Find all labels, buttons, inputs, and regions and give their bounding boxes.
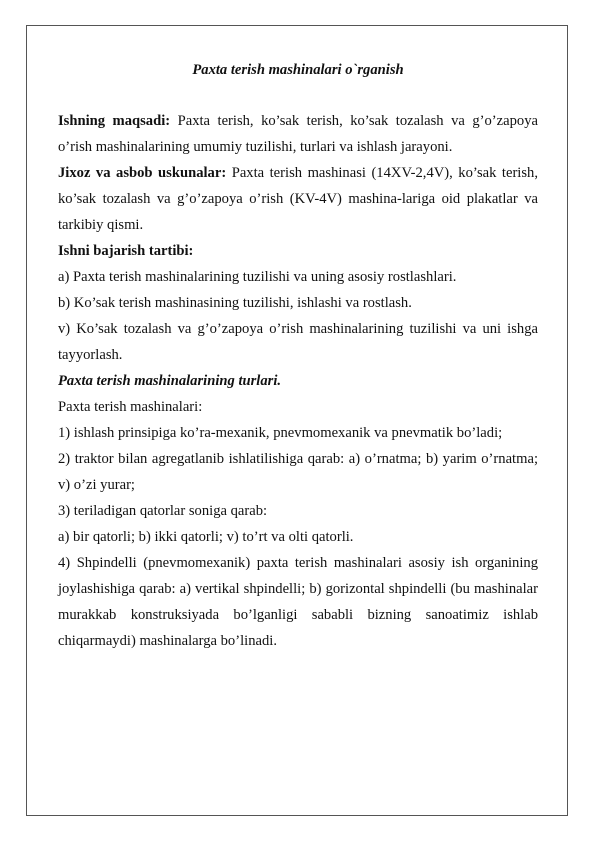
types-item: 2) traktor bilan agregatlanib ishlatilishiga qarab: a) o’rnatma; b) yarim o’rnatma; v) o’zi yurar; xyxy=(58,451,538,493)
document-body xyxy=(58,58,538,654)
procedure-item: v) Ko’sak tozalash va g’o’zapoya o’rish mashinalarining tuzilishi va uni ishga tayyorlash. xyxy=(58,321,538,363)
equipment-text: Paxta terish mashinasi (14XV-2,4V), ko’sak terish, ko’sak tozalash va g’o’zapoya o’rish (KV-4V) mashina-lariga oid plakatlar va tarkibiy qismi. xyxy=(58,165,538,233)
aim-paragraph xyxy=(58,108,538,160)
equipment-paragraph xyxy=(58,160,538,238)
document-title: Paxta terish mashinalari o`rganish xyxy=(192,62,404,78)
equipment-label: Jixoz va asbob uskunalar: xyxy=(58,165,227,181)
types-intro: Paxta terish mashinalari: xyxy=(58,399,203,415)
procedure-heading: Ishni bajarish tartibi: xyxy=(58,243,194,259)
types-heading: Paxta terish mashinalarining turlari. xyxy=(58,373,282,389)
types-item: a) bir qatorli; b) ikki qatorli; v) to’rt va olti qatorli. xyxy=(58,529,354,545)
aim-label: Ishning maqsadi: xyxy=(58,113,171,129)
procedure-item: b) Ko’sak terish mashinasining tuzilishi, ishlashi va rostlash. xyxy=(58,295,412,311)
types-item: 4) Shpindelli (pnevmomexanik) paxta terish mashinalari asosiy ish organining joylashishiga qarab: a) vertikal shpindelli; b) gorizontal shpindelli (bu mashinalar murakkab konstruksiyada bo’lganligi sababli bizning sanoatimiz ishlab chiqarmaydi) mashinalarga bo’linadi. xyxy=(58,555,538,649)
aim-text: Paxta terish, ko’sak terish, ko’sak tozalash va g’o’zapoya o’rish mashinalarining umumiy tuzilishi, turlari va ishlash jarayoni. xyxy=(58,113,538,155)
types-item: 3) teriladigan qatorlar soniga qarab: xyxy=(58,503,268,519)
types-item: 1) ishlash prinsipiga ko’ra-mexanik, pnevmomexanik va pnevmatik bo’ladi; xyxy=(58,425,503,441)
procedure-item: a) Paxta terish mashinalarining tuzilishi va uning asosiy rostlashlari. xyxy=(58,269,457,285)
